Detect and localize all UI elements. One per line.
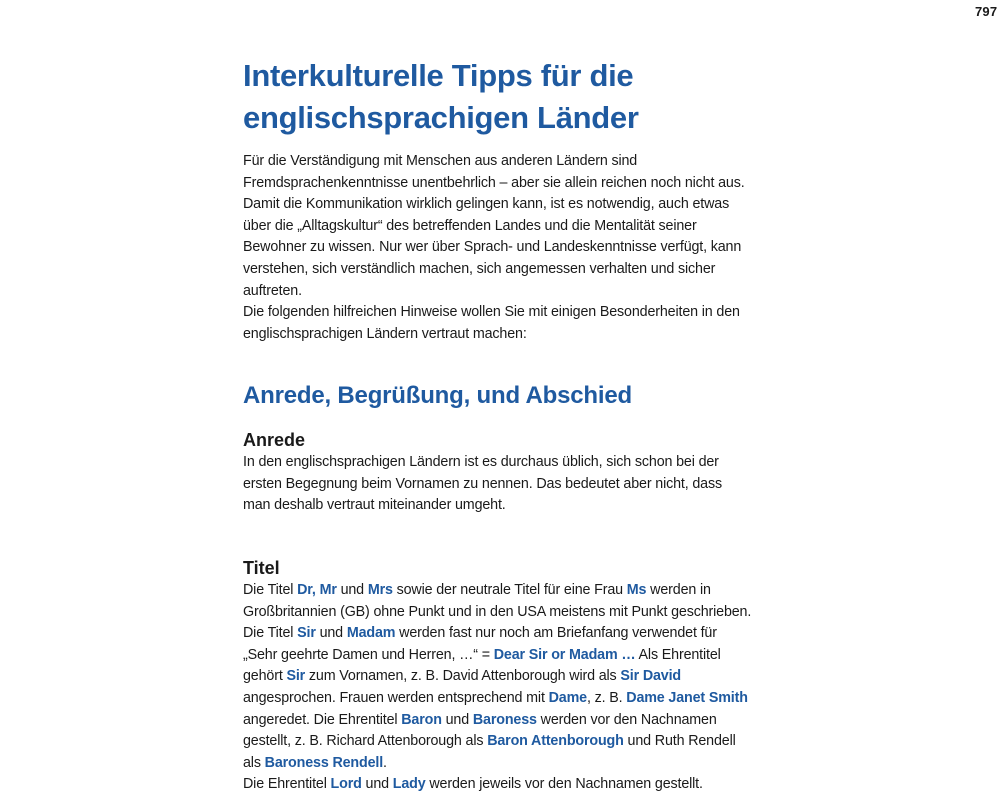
titel-text: und Ruth Rendell als <box>243 733 736 771</box>
title-term: Lady <box>392 776 426 793</box>
title-term: Lord <box>330 776 362 793</box>
title-term: Baroness Rendell <box>264 754 384 771</box>
subheading-titel: Titel <box>243 558 280 578</box>
page-title <box>243 55 753 139</box>
title-term: Dr, Mr <box>297 582 337 598</box>
title-term: Ms <box>626 582 647 598</box>
titel-paragraph <box>243 580 753 796</box>
title-term: Baroness <box>472 711 537 728</box>
page-title-line-2: englischsprachigen Länder <box>243 100 639 135</box>
anrede-paragraph: In den englischsprachigen Ländern ist es durchaus üblich, sich schon bei der ersten Begegnung beim Vornamen zu nennen. Das bedeutet aber nicht, dass man deshalb vertraut miteinander umgeht. <box>243 454 722 514</box>
section-title: Anrede, Begrüßung, und Abschied <box>243 382 632 409</box>
titel-text: Die Ehrentitel <box>243 776 331 793</box>
titel-text: und <box>441 711 473 728</box>
title-term: Sir <box>297 625 316 642</box>
title-term: Sir <box>286 668 306 685</box>
title-term: Dear Sir or Madam … <box>493 646 636 663</box>
title-term: Baron Attenborough <box>487 733 624 750</box>
titel-text: werden in Großbritannien (GB) ohne Punkt und in den USA meistens mit Punkt geschrieben. Die Titel <box>243 582 752 642</box>
titel-text: und <box>361 776 393 793</box>
titel-text: und <box>336 582 368 598</box>
title-term: Mrs <box>367 582 393 598</box>
titel-text: angesprochen. Frauen werden entsprechend mit <box>243 689 549 706</box>
content-column <box>243 0 998 800</box>
titel-text: Als Ehrentitel gehört <box>243 646 721 685</box>
titel-text: sowie der neutrale Titel für eine Frau <box>392 582 627 598</box>
titel-text: werden fast nur noch am Briefanfang verwendet für „Sehr geehrte Damen und Herren, …“ = <box>243 625 717 663</box>
page-title-line-1: Interkulturelle Tipps für die <box>243 58 634 93</box>
title-term: Baron <box>401 711 442 728</box>
titel-text: werden vor den Nachnamen gestellt, z. B. Richard Attenborough als <box>243 711 717 750</box>
intro-paragraph-2: Die folgenden hilfreichen Hinweise wollen Sie mit einigen Besonderheiten in den englischsprachigen Ländern vertraut machen: <box>243 304 740 342</box>
intro-text <box>243 151 753 345</box>
subheading-anrede: Anrede <box>243 430 306 450</box>
titel-text: angeredet. Die Ehrentitel <box>243 711 402 728</box>
titel-text: . <box>383 754 387 771</box>
titel-text: zum Vornamen, z. B. David Attenborough wird als <box>305 668 621 685</box>
titel-text: Die Titel <box>243 582 298 598</box>
title-term: Dame <box>548 689 587 706</box>
titel-text: werden jeweils vor den Nachnamen gestellt. <box>425 776 703 793</box>
title-term: Sir David <box>620 668 682 685</box>
titel-text: und <box>315 625 347 642</box>
title-term: Dame Janet Smith <box>626 689 748 706</box>
title-term: Madam <box>346 625 396 642</box>
intro-paragraph-1: Für die Verständigung mit Menschen aus anderen Ländern sind Fremdsprachenkenntnisse unentbehrlich – aber sie allein reichen noch nicht aus. Damit die Kommunikation wirklich gelingen kann, ist es notwendig, auch etwas über die „Alltagskultur“ des betreffenden Landes und die Mentalität seiner Bewohner zu wissen. Nur wer über Sprach- und Landeskenntnisse verfügt, kann verstehen, sich verständlich machen, sich angemessen verhalten und sicher auftreten. <box>243 153 745 299</box>
titel-text: , z. B. <box>586 689 627 706</box>
page-number: 797 <box>975 4 998 19</box>
